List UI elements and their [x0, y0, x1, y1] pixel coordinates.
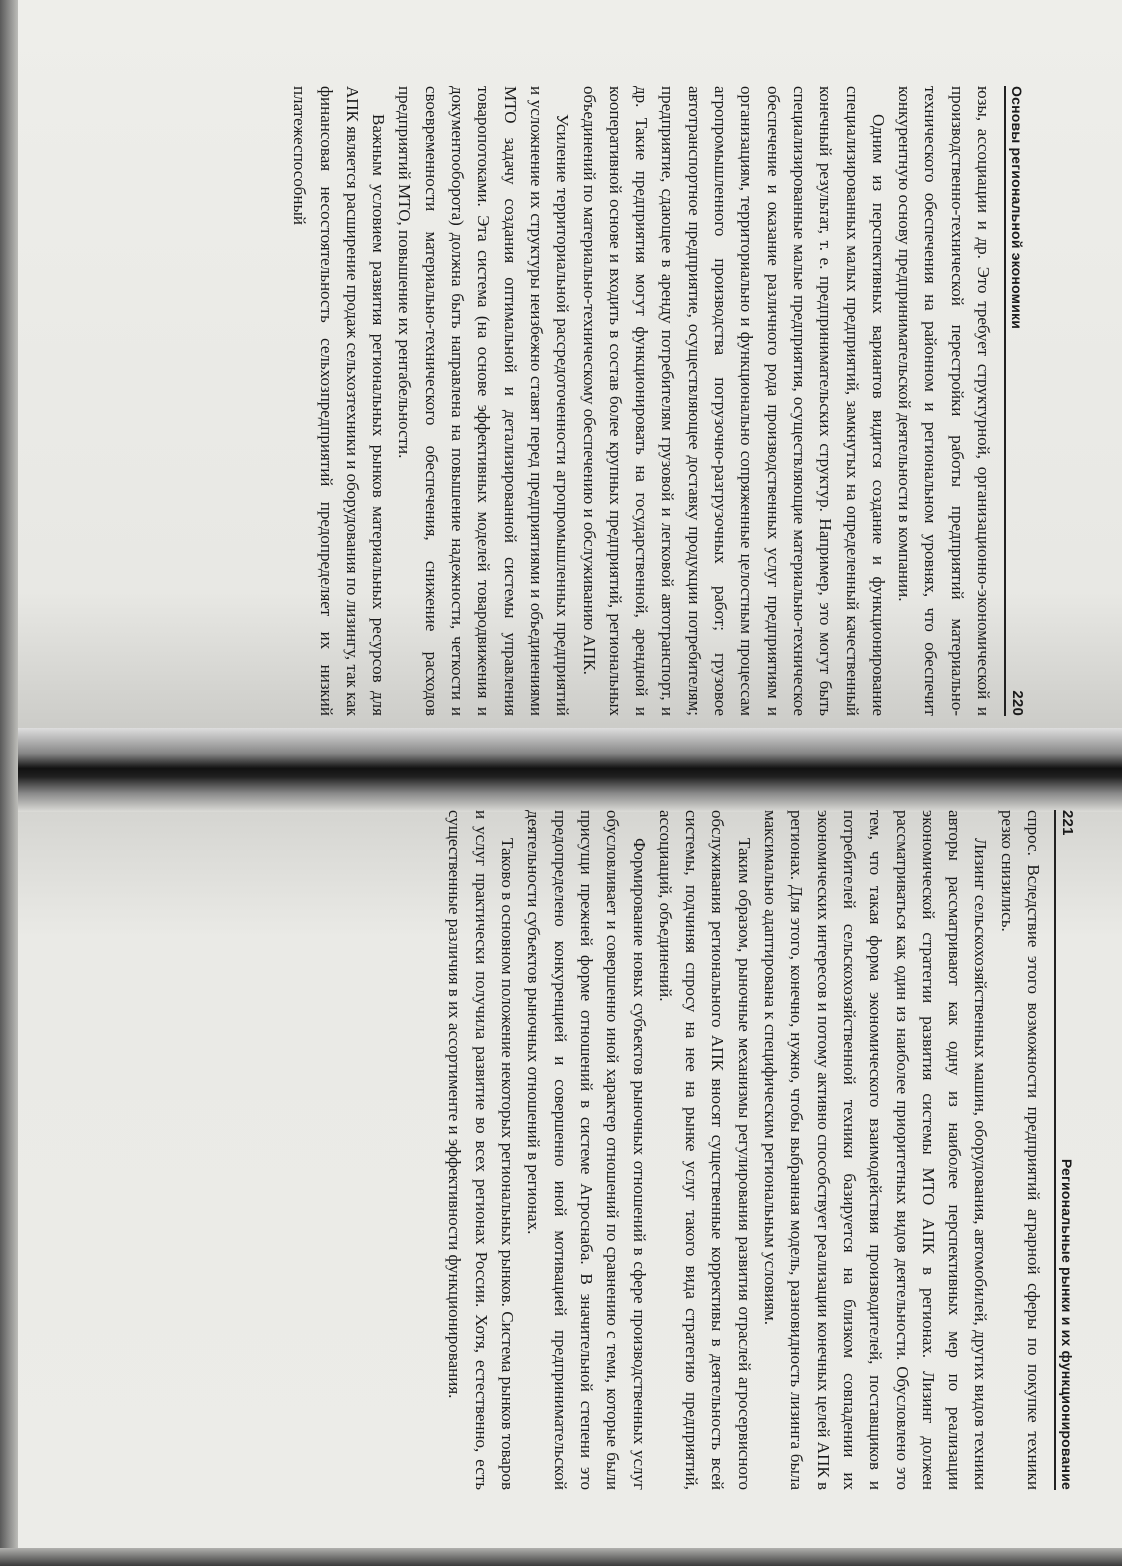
paragraph: Важным условием развития региональных рынков материальных ресурсов для АПК является расширение продаж сельхозтехники и оборудования по лизингу, так как финансовая несостоятельность сельхозпредприятий предопределяет их низкий платежеспособный	[290, 86, 389, 716]
running-title-right: Региональные рынки и их функционирование	[1059, 1158, 1075, 1490]
paragraph: спрос. Вследствие этого возможности предприятий аграрной сферы по покупке техники резко снизились.	[997, 810, 1043, 1490]
running-title-left: Основы региональной экономики	[1009, 86, 1025, 330]
paragraph: Усиление территориальной рассредоточенности агропромышленных предприятий и усложнение их структуры неизбежно ставят перед предприятиями и объединениями МТО задачу создания оптимальной и детализированной системы управления товаропотоками. Эта система (на основе эффективных моделей товародвижения и документооборота) должна быть направлена на повышение надежности, четкости и своевременности материально-технического обеспечения, снижение расходов предприятий МТО, повышение их рентабельности.	[395, 86, 573, 716]
paragraph: Таким образом, рыночные механизмы регулирования развития отраслей агросервисного обслуживания регионального АПК вносят существенные коррективы в деятельность всей системы, подчиняя спросу на нее на рынке услуг такого вида стратегию предприятий, ассоциаций, объединений.	[655, 810, 754, 1490]
running-head-left	[1004, 86, 1026, 716]
page-number-right: 221	[1059, 810, 1076, 836]
page-220	[106, 86, 1026, 716]
body-text-right	[441, 810, 1046, 1490]
paragraph: Лизинг сельскохозяйственных машин, оборудования, автомобилей, других видов техники авторы рассматривают как одну из наиболее перспективных мер по реализации экономической стратегии развития системы МТО АПК в регионах. Лизинг должен рассматриваться как один из наиболее приоритетных видов деятельности. Обусловлено это тем, что такая форма экономического взаимодействия производителей, поставщиков и потребителей сельскохозяйственной техники базируется на близком совпадении их экономических интересов и потому активно способствует реализации конечных целей АПК в регионах. Для этого, конечно, нужно, чтобы выбранная модель, разновидность лизинга была максимально адаптирована к специфическим региональным условиям.	[761, 810, 991, 1490]
scan-bottom-edge	[0, 1548, 1122, 1566]
scan-left-edge	[0, 0, 18, 1566]
paragraph: юзы, ассоциации и др. Это требует структурной, организационно-экономической и производственно-технической перестройки работы предприятий материально-технического обеспечения на районном и региональном уровнях, что обеспечит конкурентную основу предпринимательской деятельности в компании.	[895, 86, 993, 716]
running-head-right	[1054, 810, 1076, 1490]
paragraph: Формирование новых субъектов рыночных отношений в сфере производственных услуг обусловливает и совершенно иной характер отношений по сравнению с теми, которые были присущи прежней форме отношений в системе Агроснаба. В значительной степени это предопределено конкуренцией и совершенно иной мотивацией предпринимательской деятельности субъектов рыночных отношений в регионах.	[524, 810, 649, 1490]
paragraph: Одним из перспективных вариантов видится создание и функционирование специализированных малых предприятий, замкнутых на определенный качественный конечный результат, т. е. предпринимательских структур. Например, это могут быть специализированные малые предприятия, осуществляющие материально-техническое обеспечение и оказание различного рода производственных услуг предприятиям и организациям, территориально и функционально сопряженные целостным процессам агропромышленного производства погрузочно-разгрузочных работ; грузовое автотранспортное предприятие, осуществляющее доставку продукции потребителям; предприятие, сдающее в аренду потребителям грузовой и легковой автотранспорт, и др. Такие предприятия могут функционировать на государственной, арендной и кооперативной основе и входить в состав более крупных предприятий, региональных объединений по материально-техническому обеспечению и обслуживанию АПК.	[579, 86, 888, 716]
paragraph: Таково в основном положение некоторых региональных рынков. Система рынков товаров и услуг практически получила развитие во всех регионах России. Хотя, естественно, есть существенные различия в их ассортименте и эффективности функционирования.	[445, 810, 518, 1490]
page-221	[96, 810, 1076, 1490]
page-number-left: 220	[1009, 690, 1026, 716]
body-text-left	[286, 86, 996, 716]
book-spine-shadow	[0, 728, 1122, 812]
